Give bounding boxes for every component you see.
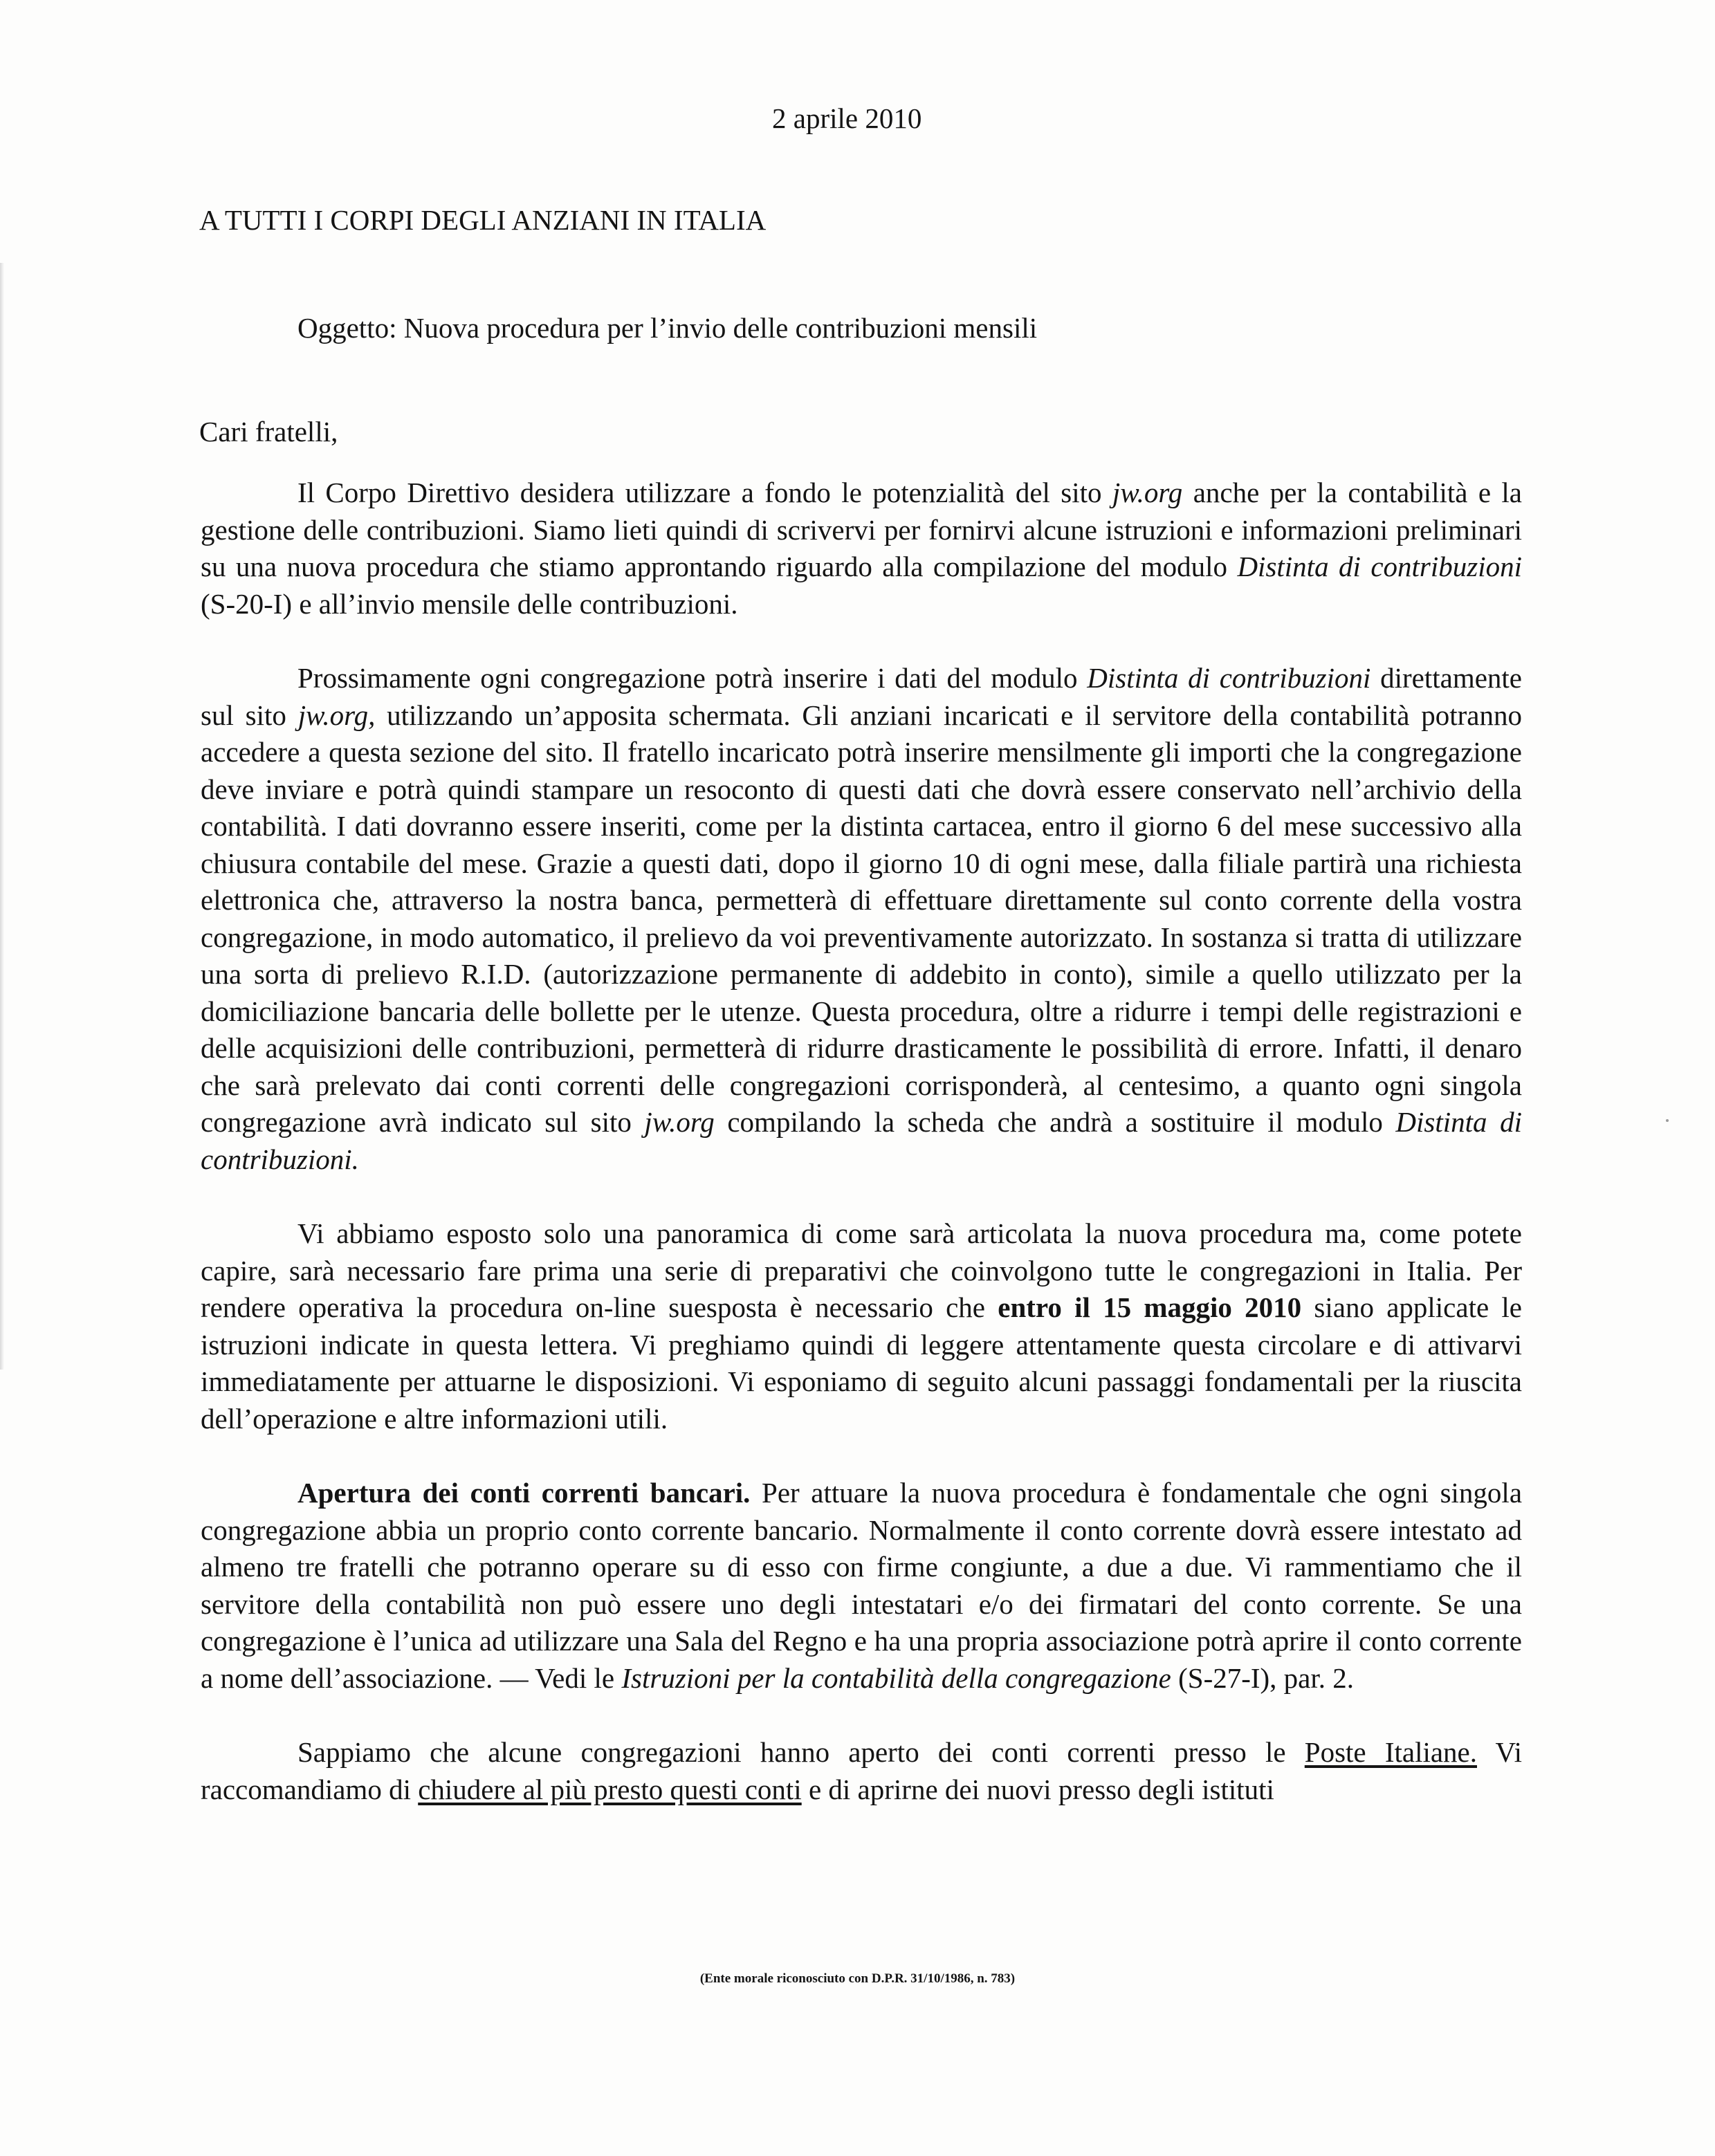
letter-body: [201, 474, 1522, 1808]
form-title: Distinta di contribuzioni: [1087, 662, 1371, 694]
paragraph-procedure: [201, 660, 1522, 1178]
letter-addressee: A TUTTI I CORPI DEGLI ANZIANI IN ITALIA: [199, 204, 767, 236]
text-segment: utilizzando un’apposita schermata. Gli anziani incaricati e il servitore della contabilità potranno accedere a questa sezione del sito. Il fratello incaricato potrà inserire mensilmente gli importi che la congregazione deve inviare e potrà quindi stampare un resoconto di questi dati che dovrà essere conservato nell’archivio della contabilità. I dati dovranno essere inseriti, come per la distinta cartacea, entro il giorno 6 del mese successivo alla chiusura contabile del mese. Grazie a questi dati, dopo il giorno 10 di ogni mese, dalla filiale partirà una richiesta elettronica che, attraverso la nostra banca, permetterà di effettuare direttamente sul conto corrente della vostra congregazione, in modo automatico, il prelievo da voi preventivamente autorizzato. In sostanza si tratta di utilizzare una sorta di prelievo R.I.D. (autorizzazione permanente di addebito in conto), simile a quello utilizzato per la domiciliazione bancaria delle bollette per le utenze. Questa procedura, oltre a ridurre i tempi delle registrazioni e delle acquisizioni delle contribuzioni, permetterà di ridurre drasticamente le possibilità di errore. Infatti, il denaro che sarà prelevato dai conti correnti delle congregazioni corrisponderà, al centesimo, a quanto ogni singola congregazione avrà indicato sul sito: [201, 699, 1522, 1138]
reference-title: Istruzioni per la contabilità della congregazione: [621, 1661, 1171, 1694]
scan-shadow-edge: [0, 263, 4, 1370]
letter-date: 2 aprile 2010: [772, 102, 922, 134]
text-segment: direttamente sul sito: [201, 662, 1523, 731]
site-name: jw.org: [1112, 477, 1183, 508]
text-segment: Sappiamo che alcune congregazioni hanno aperto dei conti correnti presso le: [297, 1736, 1305, 1768]
underlined-text: chiudere al più presto questi conti: [418, 1773, 802, 1805]
text-segment: (S-20-I) e all’invio mensile delle contribuzioni.: [201, 587, 738, 620]
scan-speck: [1666, 1119, 1669, 1122]
form-title: Distinta di contribuzioni.: [201, 1106, 1522, 1175]
text-segment: Vi abbiamo esposto solo una panoramica di come sarà articolata la nuova procedura ma, come potete capire, sarà necessario fare prima una serie di preparativi che coinvolgono tutte le congregazioni in Italia. Per rendere operativa la procedura on-line suesposta è necessario che: [201, 1217, 1522, 1323]
text-segment: Per attuare la nuova procedura è fondamentale che ogni singola congregazione abbia un proprio conto corrente bancario. Normalmente il conto corrente dovrà essere intestato ad almeno tre fratelli che potranno operare su di esso con firme congiunte, a due a due. Vi rammentiamo che il servitore della contabilità non può essere uno degli intestatari e/o dei firmatari del conto corrente. Se una congregazione è l’unica ad utilizzare una Sala del Regno e ha una propria associazione potrà aprire il conto corrente a nome dell’associazione. — Vedi le: [201, 1477, 1523, 1694]
site-name: jw.org,: [297, 699, 376, 731]
text-segment: Vi raccomandiamo di: [201, 1736, 1522, 1805]
paragraph-bank-accounts: [201, 1475, 1522, 1697]
text-segment: (S-27-I), par. 2.: [1171, 1661, 1355, 1694]
text-segment: Prossimamente ogni congregazione potrà inserire i dati del modulo: [297, 662, 1088, 694]
form-title: Distinta di contribuzioni: [1237, 551, 1522, 582]
text-segment: anche per la contabilità e la gestione delle contribuzioni. Siamo lieti quindi di scrivervi per fornirvi alcune istruzioni e informazioni preliminari su una nuova procedura che stiamo approntando riguardo alla compilazione del modulo: [201, 477, 1522, 582]
deadline-text: entro il 15 maggio 2010: [998, 1291, 1302, 1323]
underlined-text: Poste Italiane.: [1304, 1736, 1477, 1768]
footer-legal-note: (Ente morale riconosciuto con D.P.R. 31/10/1986, n. 783): [699, 1971, 1016, 1986]
text-segment: e di aprirne dei nuovi presso degli istituti: [801, 1773, 1274, 1805]
letter-greeting: Cari fratelli,: [199, 416, 338, 448]
letter-subject: Oggetto: Nuova procedura per l’invio delle contribuzioni mensili: [297, 312, 1038, 344]
site-name: jw.org: [644, 1106, 715, 1138]
text-segment: compilando la scheda che andrà a sostituire il modulo: [714, 1106, 1396, 1138]
paragraph-overview: [201, 1215, 1522, 1437]
text-segment: Il Corpo Direttivo desidera utilizzare a fondo le potenzialità del sito: [297, 477, 1112, 508]
text-segment: siano applicate le istruzioni indicate in questa lettera. Vi preghiamo quindi di leggere attentamente questa circolare e di attivarvi immediatamente per attuarne le disposizioni. Vi esponiamo di seguito alcuni passaggi fondamentali per la riuscita dell’operazione e altre informazioni utili.: [201, 1291, 1523, 1435]
paragraph-postal-accounts: [201, 1734, 1522, 1808]
paragraph-intro: [201, 474, 1522, 623]
section-heading: Apertura dei conti correnti bancari.: [297, 1477, 751, 1509]
